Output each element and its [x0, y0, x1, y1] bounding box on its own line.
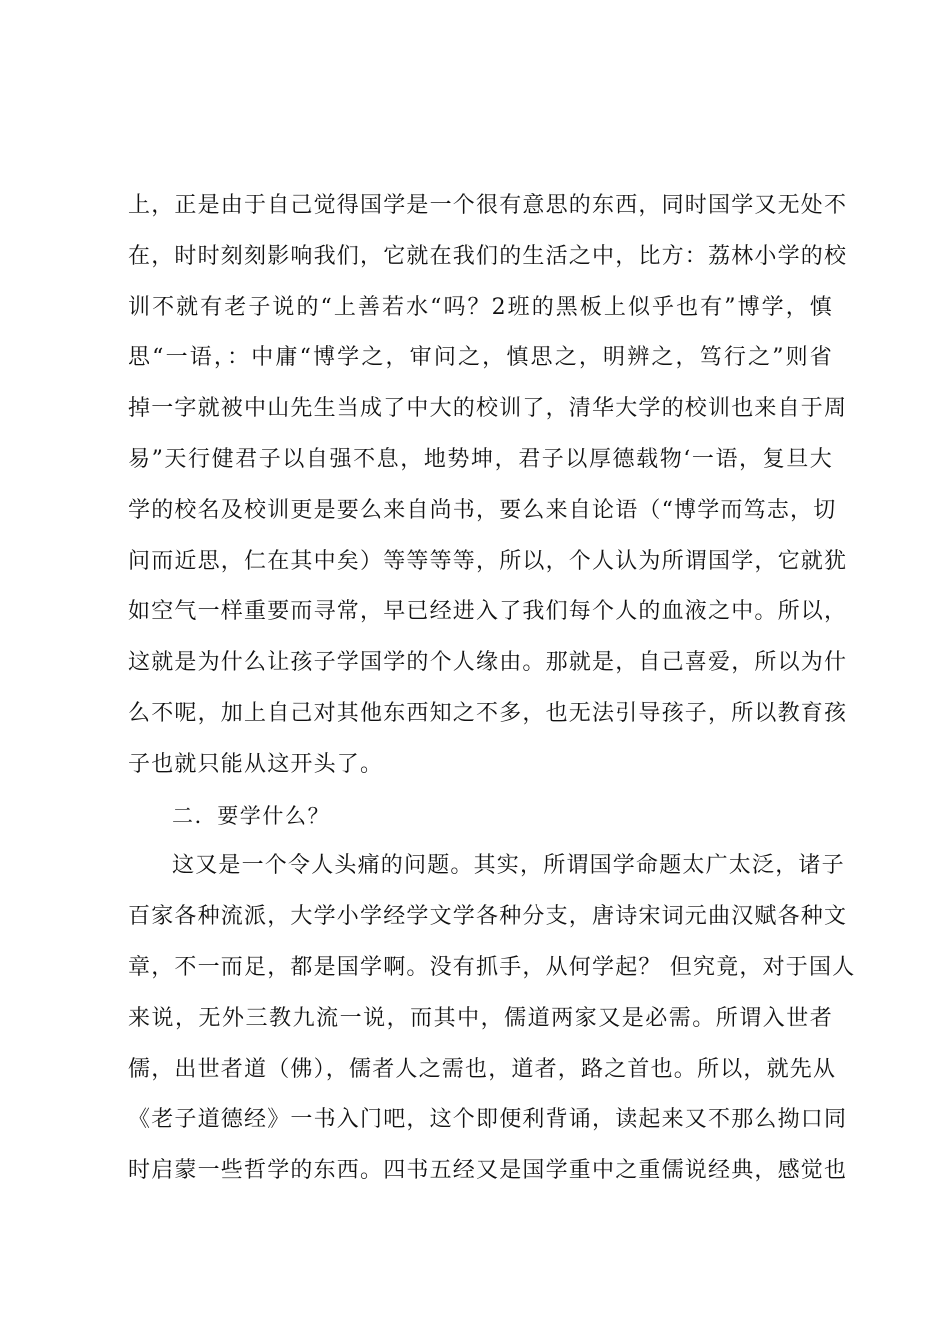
paragraph-2-line: 这又是一个令人头痛的问题。其实，所谓国学命题太广太泛，诸子	[172, 853, 845, 879]
paragraph-2-line: 来说，无外三教九流一说，而其中，儒道两家又是必需。所谓入世者	[128, 1005, 833, 1031]
paragraph-2-line: 《老子道德经》一书入门吧，这个即便利背诵，读起来又不那么拗口同	[128, 1107, 848, 1133]
paragraph-1-line: 学的校名及校训更是要么来自尚书，要么来自论语（“博学而笃志，切	[128, 497, 837, 523]
paragraph-1-line: 易”天行健君子以自强不息，地势坤，君子以厚德载物‘一语，复旦大	[128, 446, 833, 472]
document-body	[128, 188, 856, 1204]
paragraph-1-line: 掉一字就被中山先生当成了中大的校训了，清华大学的校训也来自于周	[128, 396, 848, 422]
paragraph-1-line: 问而近思，仁在其中矣）等等等等，所以，个人认为所谓国学，它就犹	[128, 548, 848, 574]
paragraph-1-line: 如空气一样重要而寻常，早已经进入了我们每个人的血液之中。所以，	[128, 599, 848, 625]
paragraph-1-line: 上，正是由于自己觉得国学是一个很有意思的东西，同时国学又无处不	[128, 193, 848, 218]
paragraph-1-line: 这就是为什么让孩子学国学的个人缘由。那就是，自己喜爱，所以为什	[128, 650, 848, 676]
paragraph-1-line: 子也就只能从这开头了。	[128, 751, 384, 777]
paragraph-1-line: 训不就有老子说的“上善若水“吗？2班的黑板上似乎也有”博学，慎	[128, 294, 833, 320]
paragraph-2-line: 儒，出世者道（佛），儒者人之需也，道者，路之首也。所以，就先从	[128, 1056, 837, 1082]
paragraph-2-line: 时启蒙一些哲学的东西。四书五经又是国学重中之重儒说经典，感觉也	[128, 1158, 848, 1184]
section-heading: 二．要学什么？	[172, 803, 331, 828]
paragraph-2-line: 章，不一而足，都是国学啊。没有抓手，从何学起？ 但究竟，对于国人	[128, 954, 856, 980]
paragraph-1-line: 在，时时刻刻影响我们，它就在我们的生活之中，比方：荔林小学的校	[128, 243, 848, 269]
paragraph-2-line: 百家各种流派，大学小学经学文学各种分支，唐诗宋词元曲汉赋各种文	[128, 904, 848, 930]
paragraph-1-line: 思“一语，：中庸“博学之，审问之，慎思之，明辨之，笃行之”则省	[128, 345, 833, 371]
paragraph-1-line: 么不呢，加上自己对其他东西知之不多，也无法引导孩子，所以教育孩	[128, 700, 848, 726]
